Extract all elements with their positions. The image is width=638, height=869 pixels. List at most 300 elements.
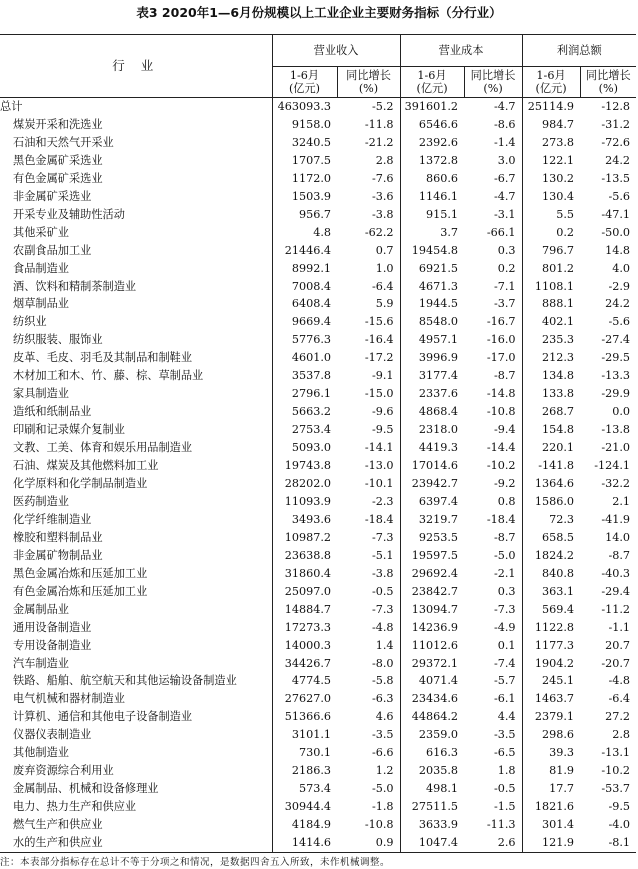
industry-name-cell: 农副食品加工业: [13, 243, 92, 257]
profit-value-cell: 5.5: [522, 206, 580, 224]
cost-value-cell: 915.1: [400, 206, 464, 224]
profit-value-cell: 154.8: [522, 421, 580, 439]
profit-value-cell: 72.3: [522, 511, 580, 529]
cost-growth-cell: -1.5: [493, 800, 516, 814]
industry-name-cell: 文教、工美、体育和娱乐用品制造业: [13, 441, 193, 455]
industry-name-cell: 黑色金属冶炼和压延加工业: [13, 566, 148, 580]
profit-growth-cell: -21.0: [601, 441, 631, 455]
revenue-growth-cell: -10.1: [364, 476, 394, 490]
profit-value-cell: 840.8: [522, 565, 580, 583]
revenue-growth-cell: -5.0: [371, 782, 394, 796]
cost-growth-cell: -16.7: [486, 315, 516, 329]
profit-value-cell: 1177.3: [522, 637, 580, 655]
table-row: [0, 744, 636, 762]
revenue-growth-cell: -18.4: [364, 512, 394, 526]
revenue-value-cell: 21446.4: [272, 242, 337, 260]
revenue-value-cell: 5776.3: [272, 331, 337, 349]
profit-growth-cell: -124.1: [594, 459, 631, 473]
profit-value-cell: 1364.6: [522, 475, 580, 493]
revenue-growth-cell: 0.9: [337, 834, 400, 852]
table-row: [0, 439, 636, 457]
industry-name-cell: 总计: [0, 99, 23, 113]
cost-growth-cell: -3.7: [493, 297, 516, 311]
cost-growth-cell: -9.4: [493, 423, 516, 437]
cost-growth-cell: -7.3: [493, 602, 516, 616]
industry-name-cell: 计算机、通信和其他电子设备制造业: [13, 710, 193, 724]
cost-value-cell: 23434.6: [400, 690, 464, 708]
profit-growth-cell: -32.2: [601, 476, 631, 490]
revenue-value-cell: 1707.5: [272, 152, 337, 170]
cost-value-cell: 23842.7: [400, 583, 464, 601]
industry-name-cell: 废弃资源综合利用业: [13, 764, 114, 778]
industry-name-cell: 化学纤维制造业: [13, 512, 92, 526]
table-row: [0, 726, 636, 744]
profit-growth-cell: -5.6: [608, 315, 631, 329]
subheader-profit-growth: 同比增长 (%): [580, 67, 636, 98]
profit-growth-cell: -13.1: [601, 746, 631, 760]
revenue-value-cell: 17273.3: [272, 619, 337, 637]
profit-growth-cell: -9.5: [608, 800, 631, 814]
profit-growth-cell: -10.2: [601, 764, 631, 778]
profit-growth-cell: 0.0: [612, 405, 631, 419]
subheader-revenue-growth: 同比增长 (%): [337, 67, 400, 98]
cost-value-cell: 2318.0: [400, 421, 464, 439]
cost-growth-cell: 1.8: [497, 764, 516, 778]
cost-growth-cell: -11.3: [486, 818, 516, 832]
industry-name-cell: 非金属矿采选业: [13, 189, 92, 203]
cost-value-cell: 1146.1: [400, 188, 464, 206]
column-group-revenue: 营业收入: [272, 35, 400, 67]
profit-growth-cell: -4.0: [608, 818, 631, 832]
table-row: [0, 655, 636, 673]
cost-growth-cell: -8.7: [493, 369, 516, 383]
table-row: [0, 780, 636, 798]
table-row: [0, 116, 636, 134]
cost-growth-cell: -2.1: [493, 566, 516, 580]
revenue-growth-cell: -3.8: [371, 566, 394, 580]
cost-growth-cell: -10.2: [486, 459, 516, 473]
cost-value-cell: 29692.4: [400, 565, 464, 583]
profit-growth-cell: -13.5: [601, 171, 631, 185]
profit-value-cell: 569.4: [522, 601, 580, 619]
table-row: [0, 601, 636, 619]
profit-growth-cell: 14.0: [605, 530, 631, 544]
revenue-value-cell: 34426.7: [272, 655, 337, 673]
revenue-growth-cell: -17.2: [364, 351, 394, 365]
industry-name-cell: 非金属矿物制品业: [13, 548, 103, 562]
profit-growth-cell: -29.9: [601, 387, 631, 401]
revenue-growth-cell: -21.2: [364, 135, 394, 149]
revenue-value-cell: 1172.0: [272, 170, 337, 188]
cost-value-cell: 4957.1: [400, 331, 464, 349]
cost-value-cell: 3996.9: [400, 349, 464, 367]
revenue-value-cell: 4184.9: [272, 816, 337, 834]
profit-growth-cell: -11.2: [601, 602, 631, 616]
cost-growth-cell: 0.8: [497, 494, 516, 508]
cost-value-cell: 6397.4: [400, 493, 464, 511]
profit-growth-cell: -41.9: [601, 512, 631, 526]
revenue-value-cell: 51366.6: [272, 708, 337, 726]
cost-growth-cell: -3.1: [493, 207, 516, 221]
revenue-growth-cell: -3.8: [371, 207, 394, 221]
table-row: [0, 170, 636, 188]
profit-growth-cell: 2.1: [612, 494, 631, 508]
total-row: [0, 98, 636, 116]
revenue-value-cell: 573.4: [272, 780, 337, 798]
table-row: [0, 278, 636, 296]
cost-value-cell: 19597.5: [400, 547, 464, 565]
cost-growth-cell: 0.1: [497, 638, 516, 652]
industry-name-cell: 石油、煤炭及其他燃料加工业: [13, 459, 159, 473]
revenue-growth-cell: -7.3: [371, 530, 394, 544]
revenue-growth-cell: 5.9: [375, 297, 394, 311]
industry-name-cell: 专用设备制造业: [13, 638, 92, 652]
cost-growth-cell: 0.3: [497, 584, 516, 598]
revenue-growth-cell: -4.8: [371, 620, 394, 634]
table-row: [0, 673, 636, 691]
cost-growth-cell: -10.8: [486, 405, 516, 419]
subheader-revenue-value: 1-6月 (亿元): [272, 67, 337, 98]
cost-growth-cell: -6.1: [493, 692, 516, 706]
revenue-value-cell: 730.1: [272, 744, 337, 762]
profit-growth-cell: -13.3: [601, 369, 631, 383]
revenue-value-cell: 28202.0: [272, 475, 337, 493]
profit-value-cell: 1586.0: [522, 493, 580, 511]
profit-value-cell: 268.7: [522, 403, 580, 421]
profit-value-cell: 301.4: [522, 816, 580, 834]
cost-growth-cell: 0.3: [497, 243, 516, 257]
column-group-cost: 营业成本: [400, 35, 522, 67]
cost-value-cell: 4868.4: [400, 403, 464, 421]
profit-growth-cell: 27.2: [605, 710, 631, 724]
cost-value-cell: 3633.9: [400, 816, 464, 834]
profit-value-cell: 39.3: [522, 744, 580, 762]
profit-value-cell: -141.8: [522, 457, 580, 475]
revenue-growth-cell: -3.6: [371, 189, 394, 203]
revenue-growth-cell: -6.3: [371, 692, 394, 706]
cost-value-cell: 498.1: [400, 780, 464, 798]
cost-value-cell: 23942.7: [400, 475, 464, 493]
revenue-value-cell: 3240.5: [272, 134, 337, 152]
profit-growth-cell: -53.7: [601, 782, 631, 796]
revenue-value-cell: 3493.6: [272, 511, 337, 529]
cost-value-cell: 3177.4: [400, 367, 464, 385]
cost-value-cell: 860.6: [400, 170, 464, 188]
table-row: [0, 816, 636, 834]
revenue-value-cell: 30944.4: [272, 798, 337, 816]
industry-name-cell: 开采专业及辅助性活动: [13, 207, 125, 221]
profit-value-cell: 134.8: [522, 367, 580, 385]
table-title: 表3 2020年1—6月份规模以上工业企业主要财务指标（分行业）: [136, 5, 502, 20]
profit-value-cell: 1463.7: [522, 690, 580, 708]
revenue-growth-cell: 2.8: [375, 153, 394, 167]
cost-growth-cell: -8.6: [493, 117, 516, 131]
table-row: [0, 385, 636, 403]
revenue-growth-cell: -5.8: [371, 674, 394, 688]
profit-growth-cell: -4.8: [608, 674, 631, 688]
industry-name-cell: 石油和天然气开采业: [13, 135, 114, 149]
revenue-growth-cell: 0.7: [375, 243, 394, 257]
profit-value-cell: 363.1: [522, 583, 580, 601]
table-row: [0, 637, 636, 655]
subheader-profit-value: 1-6月 (亿元): [522, 67, 580, 98]
revenue-growth-cell: -5.2: [371, 99, 394, 113]
cost-value-cell: 27511.5: [400, 798, 464, 816]
revenue-value-cell: 3537.8: [272, 367, 337, 385]
profit-value-cell: 220.1: [522, 439, 580, 457]
cost-value-cell: 9253.5: [400, 529, 464, 547]
profit-growth-cell: -29.5: [601, 351, 631, 365]
profit-value-cell: 212.3: [522, 349, 580, 367]
revenue-value-cell: 14000.3: [272, 637, 337, 655]
footnote: 注：本表部分指标存在总计不等于分项之和情况，是数据四舍五入所致，未作机械调整。: [0, 857, 391, 868]
industry-name-cell: 烟草制品业: [13, 297, 69, 311]
revenue-growth-cell: -3.5: [371, 728, 394, 742]
industry-name-cell: 仪器仪表制造业: [13, 728, 92, 742]
profit-value-cell: 245.1: [522, 673, 580, 691]
cost-growth-cell: -1.4: [493, 135, 516, 149]
profit-growth-cell: 24.2: [605, 297, 631, 311]
cost-growth-cell: -4.7: [493, 189, 516, 203]
profit-growth-cell: -20.7: [601, 656, 631, 670]
revenue-value-cell: 19743.8: [272, 457, 337, 475]
table-row: [0, 152, 636, 170]
profit-value-cell: 1824.2: [522, 547, 580, 565]
profit-value-cell: 17.7: [522, 780, 580, 798]
profit-value-cell: 1821.6: [522, 798, 580, 816]
cost-value-cell: 3.7: [400, 224, 464, 242]
industry-name-cell: 酒、饮料和精制茶制造业: [13, 279, 137, 293]
cost-value-cell: 2359.0: [400, 726, 464, 744]
cost-value-cell: 2035.8: [400, 762, 464, 780]
industry-name-cell: 其他采矿业: [13, 225, 69, 239]
revenue-growth-cell: -15.6: [364, 315, 394, 329]
table-row: [0, 260, 636, 278]
table-row: [0, 206, 636, 224]
profit-growth-cell: -29.4: [601, 584, 631, 598]
industry-name-cell: 印刷和记录媒介复制业: [13, 423, 125, 437]
profit-value-cell: 130.4: [522, 188, 580, 206]
industry-name-cell: 汽车制造业: [13, 656, 69, 670]
cost-value-cell: 3219.7: [400, 511, 464, 529]
industry-name-cell: 其他制造业: [13, 746, 69, 760]
revenue-value-cell: 3101.1: [272, 726, 337, 744]
profit-growth-cell: -31.2: [601, 117, 631, 131]
industry-name-cell: 燃气生产和供应业: [13, 818, 103, 832]
industry-name-cell: 煤炭开采和洗选业: [13, 117, 103, 131]
cost-value-cell: 13094.7: [400, 601, 464, 619]
profit-growth-cell: -13.8: [601, 423, 631, 437]
revenue-growth-cell: -7.6: [371, 171, 394, 185]
table-row: [0, 421, 636, 439]
cost-value-cell: 1944.5: [400, 295, 464, 313]
cost-value-cell: 14236.9: [400, 619, 464, 637]
cost-value-cell: 616.3: [400, 744, 464, 762]
table-row: [0, 690, 636, 708]
cost-value-cell: 29372.1: [400, 655, 464, 673]
cost-growth-cell: -3.5: [493, 728, 516, 742]
profit-growth-cell: -6.4: [608, 692, 631, 706]
cost-value-cell: 11012.6: [400, 637, 464, 655]
revenue-value-cell: 4601.0: [272, 349, 337, 367]
industry-name-cell: 水的生产和供应业: [0, 834, 272, 852]
table-row: [0, 475, 636, 493]
revenue-growth-cell: -15.0: [364, 387, 394, 401]
cost-growth-cell: 4.4: [497, 710, 516, 724]
column-group-profit: 利润总额: [522, 35, 636, 67]
profit-growth-cell: 2.8: [612, 728, 631, 742]
cost-value-cell: 44864.2: [400, 708, 464, 726]
revenue-growth-cell: -11.8: [364, 117, 394, 131]
revenue-value-cell: 5093.0: [272, 439, 337, 457]
cost-value-cell: 6921.5: [400, 260, 464, 278]
profit-value-cell: 298.6: [522, 726, 580, 744]
cost-growth-cell: -14.4: [486, 441, 516, 455]
revenue-growth-cell: 1.4: [375, 638, 394, 652]
cost-growth-cell: -14.8: [486, 387, 516, 401]
profit-growth-cell: 24.2: [605, 153, 631, 167]
profit-value-cell: 2379.1: [522, 708, 580, 726]
revenue-value-cell: 1414.6: [272, 834, 337, 852]
revenue-value-cell: 9669.4: [272, 313, 337, 331]
revenue-value-cell: 11093.9: [272, 493, 337, 511]
revenue-growth-cell: -8.0: [371, 656, 394, 670]
table-row: [0, 403, 636, 421]
table-row: [0, 134, 636, 152]
profit-value-cell: 81.9: [522, 762, 580, 780]
revenue-value-cell: 6408.4: [272, 295, 337, 313]
cost-growth-cell: -5.7: [493, 674, 516, 688]
industry-name-cell: 金属制品、机械和设备修理业: [13, 782, 159, 796]
revenue-growth-cell: -0.5: [371, 584, 394, 598]
profit-growth-cell: 4.0: [612, 261, 631, 275]
cost-value-cell: 19454.8: [400, 242, 464, 260]
profit-growth-cell: -8.1: [580, 834, 636, 852]
cost-growth-cell: 0.2: [497, 261, 516, 275]
revenue-growth-cell: -62.2: [364, 225, 394, 239]
industry-name-cell: 化学原料和化学制品制造业: [13, 476, 148, 490]
table-row: [0, 331, 636, 349]
profit-value-cell: 1904.2: [522, 655, 580, 673]
cost-value-cell: 17014.6: [400, 457, 464, 475]
revenue-value-cell: 14884.7: [272, 601, 337, 619]
cost-value-cell: 4071.4: [400, 673, 464, 691]
revenue-growth-cell: -6.4: [371, 279, 394, 293]
revenue-value-cell: 27627.0: [272, 690, 337, 708]
cost-growth-cell: -8.7: [493, 530, 516, 544]
industry-name-cell: 纺织业: [13, 315, 47, 329]
cost-growth-cell: -16.0: [486, 333, 516, 347]
industry-name-cell: 有色金属矿采选业: [13, 171, 103, 185]
table-row: [0, 188, 636, 206]
table-row: [0, 313, 636, 331]
profit-growth-cell: -2.9: [608, 279, 631, 293]
cost-growth-cell: -9.2: [493, 476, 516, 490]
profit-value-cell: 25114.9: [522, 98, 580, 116]
profit-value-cell: 888.1: [522, 295, 580, 313]
revenue-growth-cell: -9.5: [371, 423, 394, 437]
cost-growth-cell: -6.7: [493, 171, 516, 185]
column-header-industry: 行 业: [0, 35, 272, 98]
industry-name-cell: 食品制造业: [13, 261, 69, 275]
revenue-value-cell: 4774.5: [272, 673, 337, 691]
table-row: [0, 547, 636, 565]
revenue-growth-cell: -2.3: [371, 494, 394, 508]
table-row: [0, 708, 636, 726]
cost-growth-cell: -7.1: [493, 279, 516, 293]
industry-name-cell: 家具制造业: [13, 387, 69, 401]
cost-value-cell: 391601.2: [400, 98, 464, 116]
profit-growth-cell: -5.6: [608, 189, 631, 203]
revenue-value-cell: 31860.4: [272, 565, 337, 583]
revenue-value-cell: 2186.3: [272, 762, 337, 780]
profit-value-cell: 402.1: [522, 313, 580, 331]
industry-name-cell: 黑色金属矿采选业: [13, 153, 103, 167]
cost-value-cell: 8548.0: [400, 313, 464, 331]
industry-name-cell: 纺织服装、服饰业: [13, 333, 103, 347]
cost-growth-cell: -4.7: [493, 99, 516, 113]
profit-value-cell: 1108.1: [522, 278, 580, 296]
revenue-growth-cell: 4.6: [375, 710, 394, 724]
profit-growth-cell: -12.8: [601, 99, 631, 113]
table-row: [0, 242, 636, 260]
revenue-growth-cell: -14.1: [364, 441, 394, 455]
industry-name-cell: 有色金属冶炼和压延加工业: [13, 584, 148, 598]
profit-value-cell: 122.1: [522, 152, 580, 170]
cost-growth-cell: -5.0: [493, 548, 516, 562]
industry-name-cell: 橡胶和塑料制品业: [13, 530, 103, 544]
industry-name-cell: 电气机械和器材制造业: [13, 692, 125, 706]
table-row: [0, 565, 636, 583]
industry-name-cell: 电力、热力生产和供应业: [13, 800, 137, 814]
table-row: [0, 349, 636, 367]
industry-name-cell: 金属制品业: [13, 602, 69, 616]
profit-value-cell: 0.2: [522, 224, 580, 242]
cost-growth-cell: -18.4: [486, 512, 516, 526]
profit-value-cell: 796.7: [522, 242, 580, 260]
profit-growth-cell: -72.6: [601, 135, 631, 149]
profit-growth-cell: -1.1: [608, 620, 631, 634]
revenue-growth-cell: -7.3: [371, 602, 394, 616]
cost-growth-cell: -17.0: [486, 351, 516, 365]
financial-table: [0, 34, 636, 853]
subheader-cost-value: 1-6月 (亿元): [400, 67, 464, 98]
cost-growth-cell: -6.5: [493, 746, 516, 760]
revenue-growth-cell: -10.8: [364, 818, 394, 832]
cost-value-cell: 4671.3: [400, 278, 464, 296]
table-row: [0, 619, 636, 637]
profit-growth-cell: -47.1: [601, 207, 631, 221]
profit-value-cell: 133.8: [522, 385, 580, 403]
profit-value-cell: 121.9: [522, 834, 580, 852]
revenue-growth-cell: -9.1: [371, 369, 394, 383]
cost-growth-cell: 3.0: [497, 153, 516, 167]
table-row: [0, 583, 636, 601]
table-row: [0, 798, 636, 816]
cost-value-cell: 4419.3: [400, 439, 464, 457]
profit-value-cell: 658.5: [522, 529, 580, 547]
profit-growth-cell: -8.7: [608, 548, 631, 562]
industry-name-cell: 医药制造业: [13, 494, 69, 508]
revenue-growth-cell: -13.0: [364, 459, 394, 473]
industry-name-cell: 通用设备制造业: [13, 620, 92, 634]
industry-name-cell: 造纸和纸制品业: [13, 405, 92, 419]
industry-name-cell: 皮革、毛皮、羽毛及其制品和制鞋业: [13, 351, 193, 365]
revenue-value-cell: 2753.4: [272, 421, 337, 439]
table-row: [0, 457, 636, 475]
cost-value-cell: 1047.4: [400, 834, 464, 852]
revenue-growth-cell: -5.1: [371, 548, 394, 562]
